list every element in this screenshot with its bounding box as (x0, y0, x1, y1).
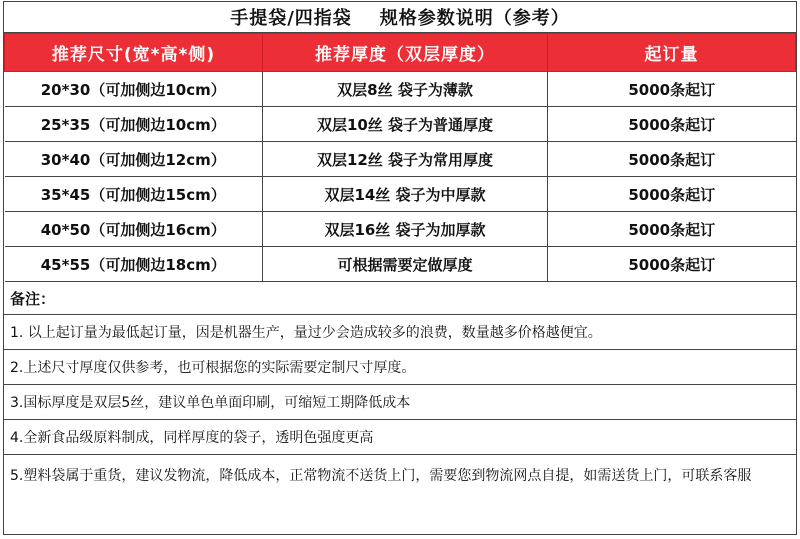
header-size: 推荐尺寸(宽*高*侧) (5, 34, 263, 72)
table-row (5, 142, 796, 177)
cell-size: 35*45（可加侧边15cm） (5, 177, 263, 212)
header-thickness: 推荐厚度（双层厚度） (263, 34, 548, 72)
title-subject: 规格参数说明（参考） (379, 8, 570, 29)
note-item-5: 5.塑料袋属于重货，建议发物流，降低成本，正常物流不送货上门，需要您到物流网点自提，如需送货上门，可联系客服 (10, 468, 752, 484)
note-item-3: 3.国标厚度是双层5丝，建议单色单面印刷，可缩短工期降低成本 (4, 385, 796, 420)
cell-thickness: 双层8丝 袋子为薄款 (263, 72, 548, 107)
notes-heading: 备注： (4, 282, 796, 315)
table-row (5, 107, 796, 142)
cell-thickness: 双层12丝 袋子为常用厚度 (263, 142, 548, 177)
header-moq: 起订量 (548, 34, 796, 72)
note-item-1: 1. 以上起订量为最低起订量，因是机器生产，量过少会造成较多的浪费，数量越多价格越便宜。 (4, 315, 796, 350)
cell-moq: 5000条起订 (548, 177, 796, 212)
cell-moq: 5000条起订 (548, 212, 796, 247)
title-product: 手提袋/四指袋 (230, 8, 352, 29)
cell-size: 25*35（可加侧边10cm） (5, 107, 263, 142)
cell-moq: 5000条起订 (548, 247, 796, 282)
cell-thickness: 双层10丝 袋子为普通厚度 (263, 107, 548, 142)
cell-moq: 5000条起订 (548, 142, 796, 177)
table-header-row (5, 34, 796, 72)
cell-thickness: 双层14丝 袋子为中厚款 (263, 177, 548, 212)
cell-moq: 5000条起订 (548, 107, 796, 142)
cell-thickness: 双层16丝 袋子为加厚款 (263, 212, 548, 247)
table-row (5, 72, 796, 107)
cell-size: 40*50（可加侧边16cm） (5, 212, 263, 247)
note-item-2: 2.上述尺寸厚度仅供参考，也可根据您的实际需要定制尺寸厚度。 (4, 350, 796, 385)
table-row (5, 177, 796, 212)
cell-thickness: 可根据需要定做厚度 (263, 247, 548, 282)
table-row (5, 212, 796, 247)
cell-moq: 5000条起订 (548, 72, 796, 107)
spec-table (4, 33, 796, 282)
cell-size: 45*55（可加侧边18cm） (5, 247, 263, 282)
cell-size: 30*40（可加侧边12cm） (5, 142, 263, 177)
cell-size: 20*30（可加侧边10cm） (5, 72, 263, 107)
page-title (4, 2, 796, 33)
note-item-4: 4.全新食品级原料制成，同样厚度的袋子，透明色强度更高 (4, 420, 796, 455)
spec-sheet (3, 1, 797, 535)
table-row (5, 247, 796, 282)
